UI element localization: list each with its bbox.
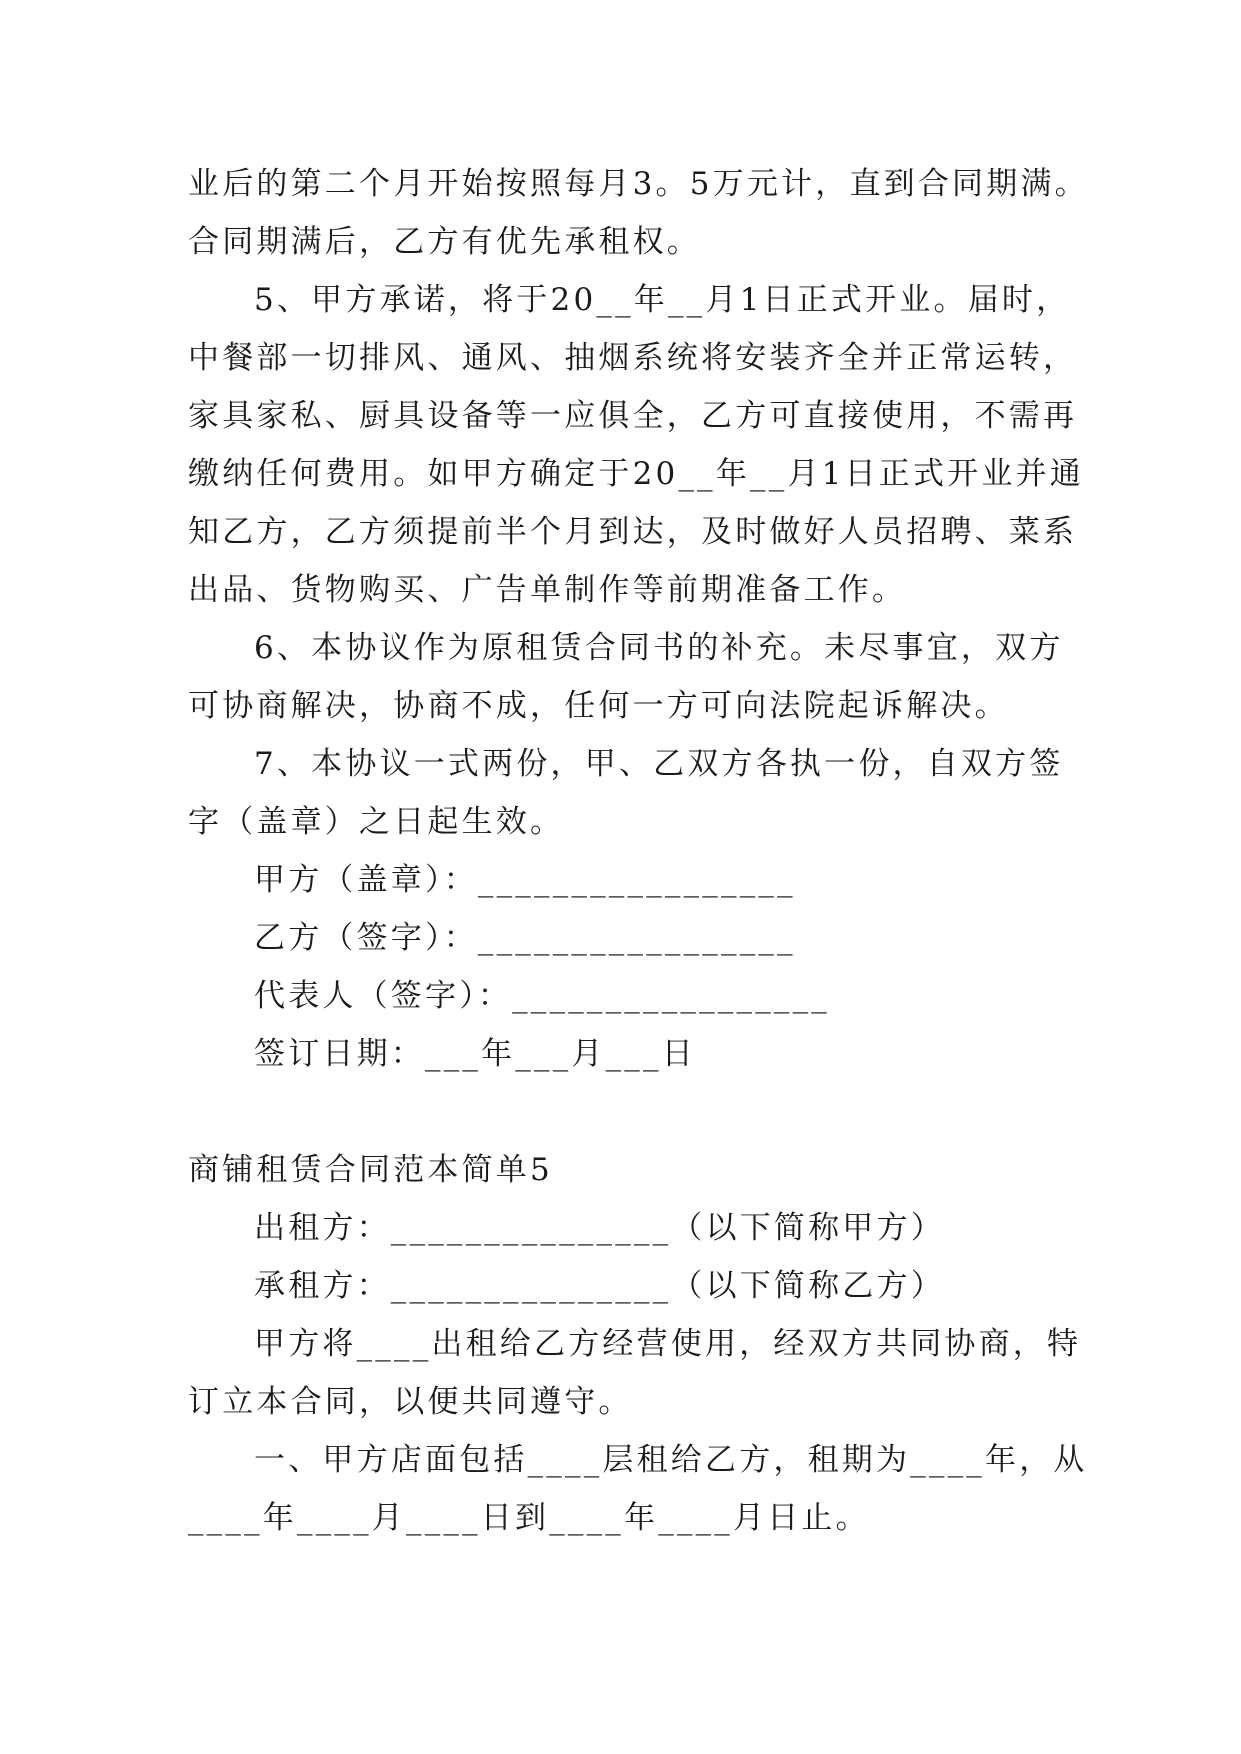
paragraph-start: 一、甲方店面包括____层租给乙方，租期为____年，从	[254, 1442, 1088, 1478]
text-line: 订立本合同，以便共同遵守。	[188, 1384, 633, 1420]
text-line: 中餐部一切排风、通风、抽烟系统将安装齐全并正常运转，	[188, 340, 1078, 376]
text-line: 家具家私、厨具设备等一应俱全，乙方可直接使用，不需再	[188, 398, 1078, 434]
paragraph-start: 7、本协议一式两份，甲、乙双方各执一份，自双方签	[254, 746, 1064, 782]
text-line: ____年____月____日到____年____月日止。	[188, 1500, 870, 1536]
text-line: 合同期满后，乙方有优先承租权。	[188, 224, 701, 260]
text-line: 业后的第二个月开始按照每月3。5万元计，直到合同期满。	[188, 166, 1089, 202]
signature-line-party-a: 甲方（盖章）：_________________	[254, 862, 796, 898]
text-line: 缴纳任何费用。如甲方确定于20__年__月1日正式开业并通	[188, 456, 1084, 492]
text-line: 知乙方，乙方须提前半个月到达，及时做好人员招聘、菜系	[188, 514, 1078, 550]
signature-line-representative: 代表人（签字）：_________________	[254, 978, 830, 1014]
paragraph-start: 甲方将____出租给乙方经营使用，经双方共同协商，特	[254, 1326, 1082, 1362]
paragraph-start: 6、本协议作为原租赁合同书的补充。未尽事宜，双方	[254, 630, 1064, 666]
lessor-line: 出租方：_______________（以下简称甲方）	[254, 1210, 945, 1246]
signing-date-line: 签订日期：___年___月___日	[254, 1036, 696, 1072]
lessee-line: 承租方：_______________（以下简称乙方）	[254, 1268, 945, 1304]
signature-line-party-b: 乙方（签字）：_________________	[254, 920, 796, 956]
paragraph-start: 5、甲方承诺，将于20__年__月1日正式开业。届时，	[254, 282, 1071, 318]
text-line: 出品、货物购买、广告单制作等前期准备工作。	[188, 572, 907, 608]
text-line: 字（盖章）之日起生效。	[188, 804, 565, 840]
text-line: 可协商解决，协商不成，任何一方可向法院起诉解决。	[188, 688, 1009, 724]
section-title: 商铺租赁合同范本简单5	[188, 1152, 553, 1188]
